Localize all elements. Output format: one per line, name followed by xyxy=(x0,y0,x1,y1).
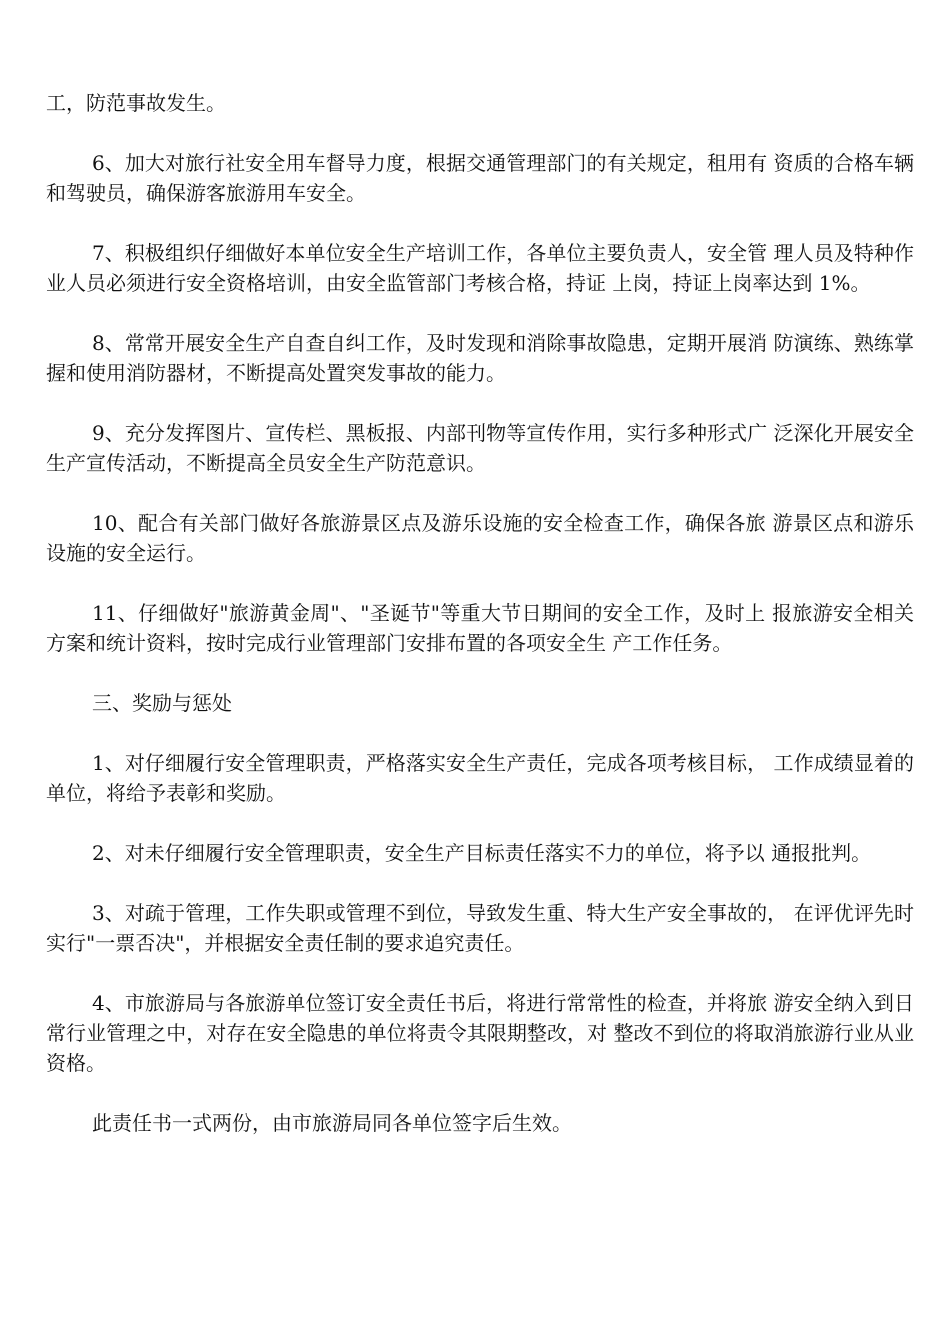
item-10-paragraph: 10、配合有关部门做好各旅游景区点及游乐设施的安全检查工作，确保各旅 游景区点和游乐设施的安全运行。 xyxy=(46,511,914,565)
item-7-paragraph: 7、积极组织仔细做好本单位安全生产培训工作，各单位主要负责人，安全管 理人员及特种作业人员必须进行安全资格培训，由安全监管部门考核合格，持证 上岗，持证上岗率达到 1%。 xyxy=(46,241,914,295)
reward-item-1-paragraph: 1、对仔细履行安全管理职责，严格落实安全生产责任，完成各项考核目标， 工作成绩显着的单位，将给予表彰和奖励。 xyxy=(46,751,914,805)
continuation-paragraph: 工，防范事故发生。 xyxy=(46,91,226,115)
document-page xyxy=(46,88,914,1168)
reward-item-4-paragraph: 4、市旅游局与各旅游单位签订安全责任书后，将进行常常性的检查，并将旅 游安全纳入到日常行业管理之中，对存在安全隐患的单位将责令其限期整改，对 整改不到位的将取消旅游行业从业资格。 xyxy=(46,991,914,1075)
item-9-paragraph: 9、充分发挥图片、宣传栏、黑板报、内部刊物等宣传作用，实行多种形式广 泛深化开展安全生产宣传活动，不断提高全员安全生产防范意识。 xyxy=(46,421,914,475)
reward-item-3-paragraph: 3、对疏于管理，工作失职或管理不到位，导致发生重、特大生产安全事故的， 在评优评先时实行"一票否决"，并根据安全责任制的要求追究责任。 xyxy=(46,901,914,955)
item-8-paragraph: 8、常常开展安全生产自查自纠工作，及时发现和消除事故隐患，定期开展消 防演练、熟练掌握和使用消防器材，不断提高处置突发事故的能力。 xyxy=(46,331,914,385)
section-3-heading: 三、奖励与惩处 xyxy=(92,691,232,715)
item-6-paragraph: 6、加大对旅行社安全用车督导力度，根据交通管理部门的有关规定，租用有 资质的合格车辆和驾驶员，确保游客旅游用车安全。 xyxy=(46,151,914,205)
item-11-paragraph: 11、仔细做好"旅游黄金周"、"圣诞节"等重大节日期间的安全工作，及时上 报旅游安全相关方案和统计资料，按时完成行业管理部门安排布置的各项安全生 产工作任务。 xyxy=(46,601,914,655)
closing-paragraph: 此责任书一式两份，由市旅游局同各单位签字后生效。 xyxy=(92,1111,572,1135)
reward-item-2-paragraph: 2、对未仔细履行安全管理职责，安全生产目标责任落实不力的单位，将予以 通报批判。 xyxy=(92,841,872,865)
